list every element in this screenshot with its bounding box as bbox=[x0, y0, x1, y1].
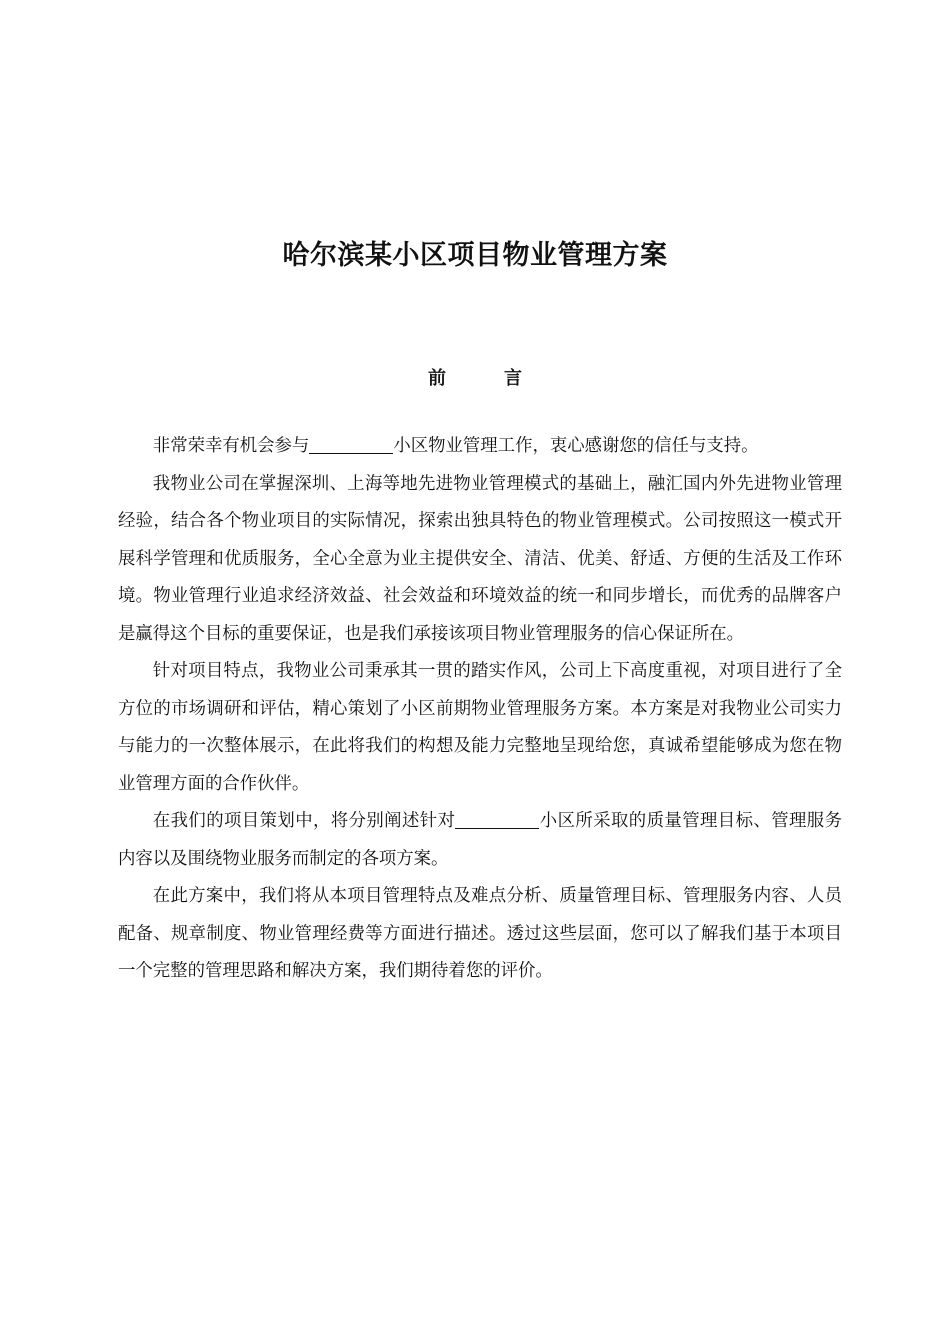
paragraph-4 bbox=[118, 803, 842, 878]
fill-in-blank-2 bbox=[455, 811, 539, 829]
paragraph-2: 我物业公司在掌握深圳、上海等地先进物业管理模式的基础上，融汇国内外先进物业管理经验，结合各个物业项目的实际情况，探索出独具特色的物业管理模式。公司按照这一模式开展科学管理和优质服务，全心全意为业主提供安全、清洁、优美、舒适、方便的生活及工作环境。物业管理行业追求经济效益、社会效益和环境效益的统一和同步增长，而优秀的品牌客户是赢得这个目标的重要保证，也是我们承接该项目物业管理服务的信心保证所在。 bbox=[118, 473, 842, 644]
paragraph-4-before-blank: 在我们的项目策划中，将分别阐述针对 bbox=[152, 811, 456, 831]
paragraph-3: 针对项目特点，我物业公司秉承其一贯的踏实作风，公司上下高度重视，对项目进行了全方位的市场调研和评估，精心策划了小区前期物业管理服务方案。本方案是对我物业公司实力与能力的一次整体展示，在此将我们的构想及能力完整地呈现给您，真诚希望能够成为您在物业管理方面的合作伙伴。 bbox=[118, 661, 842, 794]
paragraph-1 bbox=[118, 428, 842, 466]
paragraph-1-after-blank: 小区物业管理工作，衷心感谢您的信任与支持。 bbox=[393, 436, 759, 456]
paragraph-1-before-blank: 非常荣幸有机会参与 bbox=[152, 436, 310, 456]
preface-heading bbox=[0, 364, 950, 394]
preface-body bbox=[118, 428, 842, 991]
preface-heading-char-2: 言 bbox=[504, 368, 522, 389]
document-title: 哈尔滨某小区项目物业管理方案 bbox=[282, 240, 668, 271]
paragraph-5: 在此方案中，我们将从本项目管理特点及难点分析、质量管理目标、管理服务内容、人员配备、规章制度、物业管理经费等方面进行描述。透过这些层面，您可以了解我们基于本项目一个完整的管理思路和解决方案，我们期待着您的评价。 bbox=[118, 886, 842, 981]
fill-in-blank-1 bbox=[309, 436, 393, 454]
preface-heading-char-1: 前 bbox=[428, 368, 446, 389]
paragraph-4-after-blank: 小区所采取的质量管理目标、管理服务内容以及围绕物业服务而制定的各项方案。 bbox=[118, 811, 842, 869]
